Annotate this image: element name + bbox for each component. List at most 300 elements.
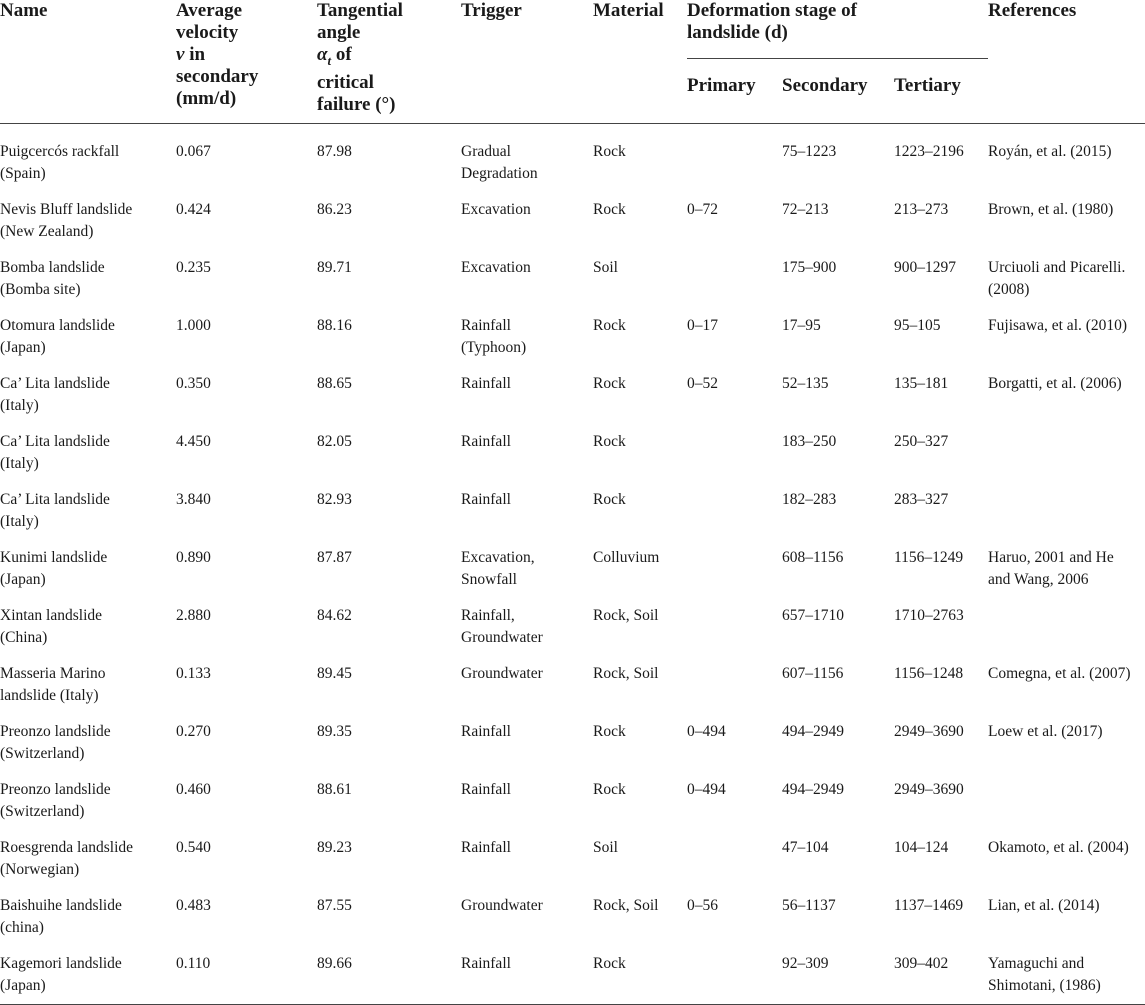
cell-trigger <box>461 764 593 822</box>
cell-tertiary <box>894 822 988 880</box>
cell-text-angle: 87.98 <box>317 143 352 160</box>
cell-text-secondary: 72–213 <box>782 201 829 218</box>
cell-text-trigger1: Excavation, <box>461 549 535 566</box>
header-references: References <box>988 0 1077 21</box>
cell-angle <box>317 416 461 474</box>
cell-text-tertiary: 1710–2763 <box>894 607 964 624</box>
cell-trigger <box>461 242 593 300</box>
table-row <box>0 822 1145 880</box>
cell-text-trigger1: Excavation <box>461 259 531 276</box>
table-row <box>0 358 1145 416</box>
cell-angle <box>317 706 461 764</box>
cell-primary <box>687 300 782 358</box>
cell-text-material: Soil <box>593 839 618 856</box>
cell-material <box>593 416 687 474</box>
cell-text-ref1: Fujisawa, et al. (2010) <box>988 317 1128 334</box>
cell-material <box>593 184 687 242</box>
cell-secondary <box>782 242 894 300</box>
cell-text-ref1: Comegna, et al. (2007) <box>988 665 1131 682</box>
cell-velocity <box>176 358 317 416</box>
cell-secondary <box>782 590 894 648</box>
cell-text-name1: Ca’ Lita landslide <box>0 491 110 508</box>
cell-text-secondary: 608–1156 <box>782 549 844 566</box>
cell-text-velocity: 0.110 <box>176 955 211 972</box>
cell-text-name1: Ca’ Lita landslide <box>0 433 110 450</box>
cell-text-secondary: 607–1156 <box>782 665 844 682</box>
cell-tertiary <box>894 184 988 242</box>
cell-reference <box>988 184 1145 242</box>
cell-text-material: Rock <box>593 317 626 334</box>
header-velocity: Average velocity ν in secondary (mm/d) <box>176 0 259 109</box>
cell-angle <box>317 124 461 185</box>
cell-primary <box>687 590 782 648</box>
cell-name <box>0 880 176 938</box>
cell-material <box>593 242 687 300</box>
cell-material <box>593 822 687 880</box>
cell-name <box>0 124 176 185</box>
cell-text-name2: (Switzerland) <box>0 744 85 762</box>
cell-text-tertiary: 2949–3690 <box>894 781 964 798</box>
cell-text-material: Rock <box>593 491 626 508</box>
cell-primary <box>687 242 782 300</box>
cell-text-velocity: 1.000 <box>176 317 211 334</box>
cell-tertiary <box>894 242 988 300</box>
cell-velocity <box>176 300 317 358</box>
table-body <box>0 124 1145 1005</box>
cell-text-trigger1: Rainfall <box>461 955 511 972</box>
cell-material <box>593 300 687 358</box>
cell-reference <box>988 416 1145 474</box>
cell-text-name2: (Italy) <box>0 396 39 414</box>
table-row <box>0 300 1145 358</box>
cell-text-name1: Xintan landslide <box>0 607 103 624</box>
cell-material <box>593 938 687 1005</box>
cell-reference <box>988 938 1145 1005</box>
table-row <box>0 764 1145 822</box>
cell-text-name1: Roesgrenda landslide <box>0 839 134 856</box>
cell-primary <box>687 532 782 590</box>
cell-text-velocity: 4.450 <box>176 433 211 450</box>
cell-text-velocity: 0.540 <box>176 839 211 856</box>
cell-reference <box>988 124 1145 185</box>
cell-text-ref2: Shimotani, (1986) <box>988 976 1101 994</box>
cell-text-secondary: 75–1223 <box>782 143 837 160</box>
cell-text-tertiary: 95–105 <box>894 317 941 334</box>
cell-text-material: Rock <box>593 201 626 218</box>
cell-primary <box>687 822 782 880</box>
cell-name <box>0 358 176 416</box>
cell-text-secondary: 494–2949 <box>782 781 844 798</box>
cell-trigger <box>461 358 593 416</box>
table-header <box>0 0 1145 124</box>
cell-text-ref1: Brown, et al. (1980) <box>988 201 1114 218</box>
cell-angle <box>317 764 461 822</box>
cell-text-secondary: 56–1137 <box>782 897 836 914</box>
cell-text-velocity: 0.350 <box>176 375 211 392</box>
table-row <box>0 416 1145 474</box>
cell-text-material: Rock <box>593 143 626 160</box>
cell-text-secondary: 182–283 <box>782 491 837 508</box>
header-secondary: Secondary <box>782 75 868 96</box>
table-row <box>0 184 1145 242</box>
cell-text-trigger1: Rainfall, <box>461 607 515 624</box>
cell-tertiary <box>894 300 988 358</box>
cell-reference <box>988 648 1145 706</box>
cell-angle <box>317 184 461 242</box>
cell-secondary <box>782 124 894 185</box>
cell-tertiary <box>894 938 988 1005</box>
table-row <box>0 706 1145 764</box>
cell-primary <box>687 938 782 1005</box>
cell-text-name2: (Norwegian) <box>0 860 80 878</box>
cell-text-angle: 84.62 <box>317 607 352 624</box>
cell-text-ref1: Haruo, 2001 and He <box>988 549 1114 566</box>
cell-primary <box>687 474 782 532</box>
cell-text-angle: 86.23 <box>317 201 352 218</box>
cell-trigger <box>461 938 593 1005</box>
cell-angle <box>317 358 461 416</box>
cell-tertiary <box>894 474 988 532</box>
cell-tertiary <box>894 532 988 590</box>
cell-text-material: Rock, Soil <box>593 897 659 914</box>
cell-text-name1: Otomura landslide <box>0 317 115 334</box>
cell-text-primary: 0–17 <box>687 317 718 334</box>
cell-text-angle: 89.45 <box>317 665 352 682</box>
cell-velocity <box>176 706 317 764</box>
cell-velocity <box>176 938 317 1005</box>
cell-text-velocity: 0.890 <box>176 549 211 566</box>
cell-text-name2: (Italy) <box>0 454 39 472</box>
cell-name <box>0 590 176 648</box>
cell-text-trigger2: Degradation <box>461 164 538 182</box>
cell-text-angle: 88.61 <box>317 781 352 798</box>
cell-text-primary: 0–494 <box>687 723 726 740</box>
header-primary: Primary <box>687 75 756 96</box>
cell-primary <box>687 358 782 416</box>
cell-velocity <box>176 124 317 185</box>
cell-text-velocity: 0.235 <box>176 259 211 276</box>
cell-material <box>593 764 687 822</box>
cell-name <box>0 938 176 1005</box>
cell-text-trigger1: Rainfall <box>461 839 511 856</box>
cell-trigger <box>461 590 593 648</box>
cell-text-angle: 89.71 <box>317 259 352 276</box>
cell-text-trigger1: Rainfall <box>461 723 511 740</box>
cell-text-tertiary: 2949–3690 <box>894 723 964 740</box>
cell-tertiary <box>894 590 988 648</box>
cell-text-trigger1: Groundwater <box>461 897 543 914</box>
cell-primary <box>687 764 782 822</box>
cell-reference <box>988 706 1145 764</box>
cell-text-material: Rock <box>593 375 626 392</box>
cell-velocity <box>176 764 317 822</box>
cell-text-secondary: 175–900 <box>782 259 837 276</box>
cell-trigger <box>461 648 593 706</box>
cell-text-name2: (New Zealand) <box>0 222 94 240</box>
cell-text-name2: (China) <box>0 628 48 646</box>
cell-text-name1: Masseria Marino <box>0 665 106 682</box>
cell-text-angle: 89.66 <box>317 955 352 972</box>
cell-text-angle: 89.23 <box>317 839 352 856</box>
cell-primary <box>687 706 782 764</box>
cell-text-angle: 88.16 <box>317 317 352 334</box>
cell-text-secondary: 494–2949 <box>782 723 844 740</box>
header-angle: Tangential angle $\alpha_t$ of critical failure (°) <box>317 0 403 115</box>
cell-text-velocity: 0.067 <box>176 143 211 160</box>
cell-text-tertiary: 104–124 <box>894 839 949 856</box>
cell-tertiary <box>894 124 988 185</box>
cell-text-angle: 82.05 <box>317 433 352 450</box>
cell-name <box>0 242 176 300</box>
cell-name <box>0 648 176 706</box>
cell-angle <box>317 822 461 880</box>
cell-text-material: Rock <box>593 433 626 450</box>
cell-text-ref1: Lian, et al. (2014) <box>988 897 1100 914</box>
cell-secondary <box>782 822 894 880</box>
cell-text-velocity: 0.424 <box>176 201 211 218</box>
cell-text-name1: Bomba landslide <box>0 259 105 276</box>
cell-text-name1: Kagemori landslide <box>0 955 122 972</box>
cell-text-name1: Baishuihe landslide <box>0 897 122 914</box>
cell-text-angle: 87.55 <box>317 897 352 914</box>
cell-text-primary: 0–494 <box>687 781 726 798</box>
cell-secondary <box>782 764 894 822</box>
cell-name <box>0 184 176 242</box>
cell-trigger <box>461 880 593 938</box>
cell-text-velocity: 0.483 <box>176 897 211 914</box>
cell-name <box>0 532 176 590</box>
cell-text-trigger2: Groundwater <box>461 628 543 646</box>
cell-text-primary: 0–52 <box>687 375 718 392</box>
cell-secondary <box>782 880 894 938</box>
cell-name <box>0 764 176 822</box>
cell-text-name1: Preonzo landslide <box>0 723 111 740</box>
cell-tertiary <box>894 706 988 764</box>
cell-text-material: Rock <box>593 955 626 972</box>
table-row <box>0 648 1145 706</box>
cell-secondary <box>782 532 894 590</box>
cell-angle <box>317 648 461 706</box>
cell-text-tertiary: 309–402 <box>894 955 949 972</box>
cell-text-name2: (Spain) <box>0 164 46 182</box>
cell-text-material: Rock, Soil <box>593 665 659 682</box>
cell-text-ref1: Yamaguchi and <box>988 955 1085 972</box>
table-row <box>0 124 1145 185</box>
cell-reference <box>988 880 1145 938</box>
cell-angle <box>317 242 461 300</box>
cell-secondary <box>782 300 894 358</box>
cell-text-material: Rock <box>593 781 626 798</box>
cell-text-tertiary: 135–181 <box>894 375 949 392</box>
cell-text-name2: (Japan) <box>0 976 46 994</box>
cell-text-ref2: (2008) <box>988 280 1030 298</box>
cell-reference <box>988 474 1145 532</box>
cell-angle <box>317 300 461 358</box>
cell-text-name2: (Switzerland) <box>0 802 85 820</box>
cell-material <box>593 590 687 648</box>
cell-text-velocity: 3.840 <box>176 491 211 508</box>
cell-secondary <box>782 358 894 416</box>
cell-trigger <box>461 416 593 474</box>
cell-text-name2: (Italy) <box>0 512 39 530</box>
header-deformation-stage: Deformation stage of landslide (d) <box>687 0 988 59</box>
cell-tertiary <box>894 880 988 938</box>
cell-text-velocity: 0.460 <box>176 781 211 798</box>
cell-tertiary <box>894 416 988 474</box>
cell-name <box>0 822 176 880</box>
cell-text-tertiary: 1156–1249 <box>894 549 964 566</box>
cell-text-trigger1: Rainfall <box>461 781 511 798</box>
cell-text-tertiary: 1137–1469 <box>894 897 964 914</box>
cell-text-secondary: 92–309 <box>782 955 829 972</box>
cell-material <box>593 124 687 185</box>
cell-material <box>593 532 687 590</box>
cell-velocity <box>176 416 317 474</box>
cell-primary <box>687 124 782 185</box>
cell-velocity <box>176 590 317 648</box>
cell-material <box>593 358 687 416</box>
cell-text-trigger2: (Typhoon) <box>461 338 527 356</box>
cell-text-primary: 0–56 <box>687 897 718 914</box>
cell-material <box>593 880 687 938</box>
cell-velocity <box>176 532 317 590</box>
cell-text-trigger2: Snowfall <box>461 570 517 588</box>
cell-tertiary <box>894 764 988 822</box>
cell-text-name2: landslide (Italy) <box>0 686 99 704</box>
cell-text-tertiary: 1223–2196 <box>894 143 964 160</box>
table-row <box>0 590 1145 648</box>
cell-reference <box>988 590 1145 648</box>
table-row <box>0 938 1145 1005</box>
cell-text-ref1: Royán, et al. (2015) <box>988 143 1112 160</box>
cell-text-tertiary: 213–273 <box>894 201 949 218</box>
cell-text-secondary: 47–104 <box>782 839 829 856</box>
cell-velocity <box>176 822 317 880</box>
cell-name <box>0 706 176 764</box>
cell-text-tertiary: 250–327 <box>894 433 949 450</box>
cell-text-tertiary: 900–1297 <box>894 259 956 276</box>
cell-text-name1: Preonzo landslide <box>0 781 111 798</box>
cell-primary <box>687 184 782 242</box>
cell-text-angle: 87.87 <box>317 549 352 566</box>
cell-text-velocity: 0.133 <box>176 665 211 682</box>
cell-text-angle: 89.35 <box>317 723 352 740</box>
cell-text-trigger1: Rainfall <box>461 375 511 392</box>
cell-text-trigger1: Rainfall <box>461 317 511 334</box>
cell-primary <box>687 880 782 938</box>
table-row <box>0 474 1145 532</box>
cell-trigger <box>461 474 593 532</box>
cell-reference <box>988 358 1145 416</box>
cell-secondary <box>782 648 894 706</box>
cell-angle <box>317 532 461 590</box>
cell-name <box>0 300 176 358</box>
cell-text-name2: (china) <box>0 918 44 936</box>
cell-text-ref2: and Wang, 2006 <box>988 570 1089 588</box>
cell-tertiary <box>894 648 988 706</box>
cell-velocity <box>176 184 317 242</box>
cell-trigger <box>461 184 593 242</box>
cell-secondary <box>782 938 894 1005</box>
cell-name <box>0 474 176 532</box>
cell-trigger <box>461 706 593 764</box>
cell-text-material: Rock, Soil <box>593 607 659 624</box>
cell-text-name2: (Japan) <box>0 338 46 356</box>
cell-text-name1: Puigcercós rackfall <box>0 143 120 160</box>
cell-material <box>593 474 687 532</box>
cell-trigger <box>461 532 593 590</box>
header-tertiary: Tertiary <box>894 75 961 96</box>
cell-name <box>0 416 176 474</box>
cell-text-trigger1: Gradual <box>461 143 511 160</box>
cell-text-material: Soil <box>593 259 618 276</box>
table-row <box>0 532 1145 590</box>
cell-text-angle: 88.65 <box>317 375 352 392</box>
cell-text-trigger1: Rainfall <box>461 433 511 450</box>
cell-angle <box>317 880 461 938</box>
header-material: Material <box>593 0 664 21</box>
cell-text-ref1: Urciuoli and Picarelli. <box>988 259 1126 276</box>
cell-text-material: Colluvium <box>593 549 660 566</box>
cell-primary <box>687 416 782 474</box>
cell-velocity <box>176 242 317 300</box>
cell-angle <box>317 938 461 1005</box>
cell-velocity <box>176 648 317 706</box>
cell-trigger <box>461 124 593 185</box>
cell-text-name1: Kunimi landslide <box>0 549 108 566</box>
cell-text-ref1: Okamoto, et al. (2004) <box>988 839 1129 856</box>
cell-reference <box>988 300 1145 358</box>
cell-velocity <box>176 880 317 938</box>
cell-reference <box>988 764 1145 822</box>
cell-text-trigger1: Rainfall <box>461 491 511 508</box>
cell-angle <box>317 474 461 532</box>
table-row <box>0 242 1145 300</box>
cell-text-tertiary: 283–327 <box>894 491 949 508</box>
cell-secondary <box>782 416 894 474</box>
cell-text-ref1: Borgatti, et al. (2006) <box>988 375 1122 392</box>
cell-primary <box>687 648 782 706</box>
cell-text-trigger1: Groundwater <box>461 665 543 682</box>
cell-text-name2: (Japan) <box>0 570 46 588</box>
cell-text-primary: 0–72 <box>687 201 718 218</box>
cell-text-velocity: 2.880 <box>176 607 211 624</box>
cell-text-secondary: 52–135 <box>782 375 829 392</box>
cell-text-name1: Nevis Bluff landslide <box>0 201 133 218</box>
cell-velocity <box>176 474 317 532</box>
cell-text-ref1: Loew et al. (2017) <box>988 723 1103 740</box>
header-name: Name <box>0 0 48 21</box>
table-row <box>0 880 1145 938</box>
cell-reference <box>988 822 1145 880</box>
cell-text-secondary: 17–95 <box>782 317 821 334</box>
cell-reference <box>988 532 1145 590</box>
cell-text-velocity: 0.270 <box>176 723 211 740</box>
cell-material <box>593 706 687 764</box>
cell-trigger <box>461 300 593 358</box>
cell-text-tertiary: 1156–1248 <box>894 665 964 682</box>
cell-material <box>593 648 687 706</box>
cell-secondary <box>782 474 894 532</box>
cell-text-name2: (Bomba site) <box>0 280 81 298</box>
cell-text-name1: Ca’ Lita landslide <box>0 375 110 392</box>
cell-text-trigger1: Excavation <box>461 201 531 218</box>
cell-text-secondary: 657–1710 <box>782 607 844 624</box>
header-trigger: Trigger <box>461 0 522 21</box>
cell-angle <box>317 590 461 648</box>
cell-secondary <box>782 706 894 764</box>
cell-text-angle: 82.93 <box>317 491 352 508</box>
